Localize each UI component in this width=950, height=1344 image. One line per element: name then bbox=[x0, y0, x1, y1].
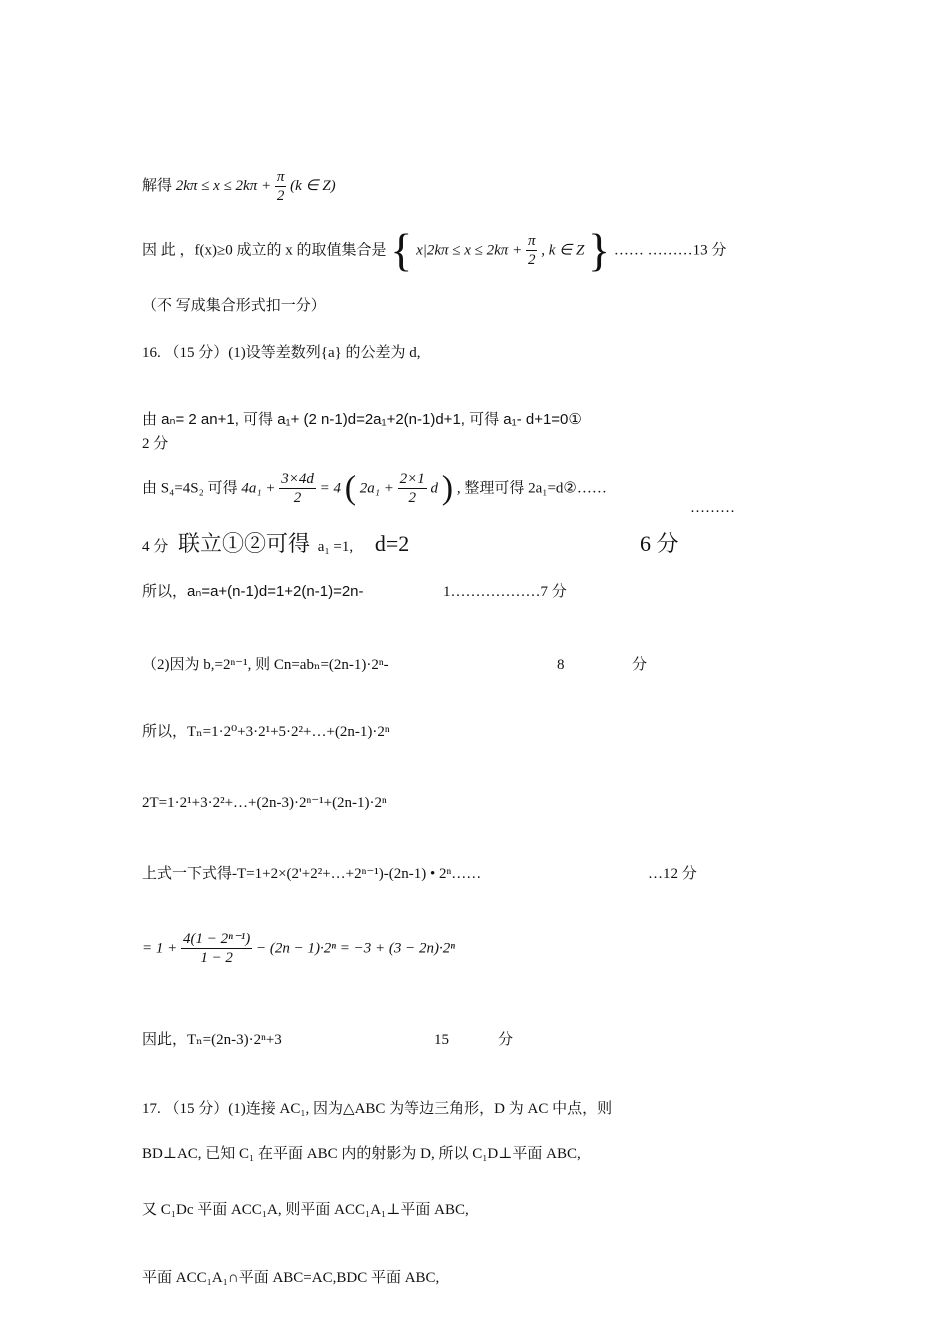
fraction-denominator: 2 bbox=[527, 252, 536, 268]
combined-text: 联立①②可得 bbox=[178, 531, 311, 556]
subtract-line: 上式一下式得-T=1+2×(2'+2²+…+2ⁿ⁻¹)-(2n-1) • 2ⁿ…… bbox=[142, 866, 482, 882]
combined-a1: a₁ =1, bbox=[317, 539, 354, 555]
result-score-unit: 分 bbox=[498, 1032, 514, 1048]
q17-heading: 17. （15 分）(1)连接 AC₁, 因为△ABC 为等边三角形，D 为 AC 中点，则 bbox=[142, 1101, 613, 1117]
combined-score-prefix: 4 分 bbox=[142, 539, 169, 555]
fraction-numerator: 4(1 − 2ⁿ⁻¹) bbox=[183, 931, 251, 947]
eq2-term-b: 2a₁ + bbox=[359, 480, 394, 497]
two-tn-line: 2T=1·2¹+3·2²+…+(2n-3)·2ⁿ⁻¹+(2n-1)·2ⁿ bbox=[142, 795, 387, 811]
right-brace: } bbox=[588, 224, 611, 276]
q17-line-4: 平面 ACC₁A₁∩平面 ABC=AC,BDC 平面 ABC, bbox=[142, 1270, 440, 1286]
eq2-fraction-2 bbox=[398, 470, 427, 507]
fraction-numerator: π bbox=[527, 233, 536, 249]
pi-over-2-fraction bbox=[275, 168, 287, 205]
fraction-denominator: 2 bbox=[276, 188, 285, 204]
eq2-prefix: 由 S₄=4S₂ 可得 bbox=[142, 480, 238, 497]
eq2-suffix: , 整理可得 2a₁=d②…… bbox=[456, 480, 607, 497]
fraction-numerator: 3×4d bbox=[281, 471, 314, 487]
q16-eq1-score: 2 分 bbox=[142, 436, 169, 452]
k-in-z: (k ∈ Z) bbox=[290, 177, 336, 194]
subtract-score: …12 分 bbox=[648, 866, 697, 882]
sum-fraction bbox=[181, 930, 252, 967]
solve-line bbox=[142, 168, 336, 205]
fraction-denominator: 2 bbox=[408, 490, 416, 506]
right-paren: ) bbox=[441, 469, 454, 507]
combined-score bbox=[640, 531, 679, 557]
combined-line bbox=[142, 531, 410, 557]
fraction-numerator: 2×1 bbox=[399, 471, 425, 487]
q16-eq1: 由 aₙ= 2 an+1, 可得 a₁+ (2 n-1)d=2a₁+2(n-1)d+1, 可得 a₁- d+1=0① bbox=[142, 411, 582, 428]
q16-heading: 16. （15 分）(1)设等差数列{a} 的公差为 d, bbox=[142, 345, 421, 361]
fraction-denominator: 1 − 2 bbox=[200, 950, 233, 966]
left-paren: ( bbox=[344, 469, 357, 507]
result-score-num: 15 bbox=[434, 1032, 449, 1048]
set-prefix: 因 此 ，f(x)≥0 成立的 x 的取值集合是 bbox=[142, 242, 387, 259]
left-brace: { bbox=[390, 224, 413, 276]
set-line bbox=[142, 224, 727, 276]
frac-prefix: = 1 + bbox=[142, 940, 178, 957]
set-pi-over-2-fraction bbox=[526, 232, 538, 269]
eq2-equals: = 4 bbox=[319, 480, 341, 497]
result-line: 因此，Tₙ=(2n-3)·2ⁿ+3 bbox=[142, 1032, 282, 1048]
tn-line: 所以，Tₙ=1·2⁰+3·2¹+5·2²+…+(2n-1)·2ⁿ bbox=[142, 724, 390, 740]
solve-inequality: 2kπ ≤ x ≤ 2kπ + bbox=[175, 177, 272, 194]
set-tail: , k ∈ Z bbox=[541, 242, 585, 259]
fraction-denominator: 2 bbox=[293, 490, 302, 506]
eq2-fraction-1 bbox=[279, 470, 316, 507]
eq2-dots: ……… bbox=[690, 500, 735, 516]
set-content: x|2kπ ≤ x ≤ 2kπ + bbox=[416, 242, 523, 259]
q17-line-3: 又 C₁Dc 平面 ACC₁A, 则平面 ACC₁A₁⊥平面 ABC, bbox=[142, 1202, 469, 1218]
fraction-line bbox=[142, 930, 455, 967]
part2-score-unit: 分 bbox=[632, 657, 648, 673]
q17-line-2: BD⊥AC, 已知 C₁ 在平面 ABC 内的射影为 D, 所以 C₁D⊥平面 ABC, bbox=[142, 1146, 581, 1162]
eq2-term-a: 4a₁ + bbox=[241, 480, 276, 497]
part2-score-num: 8 bbox=[557, 657, 565, 673]
part2-line: （2)因为 b,=2ⁿ⁻¹, 则 Cn=abₙ=(2n-1)·2ⁿ- bbox=[142, 657, 389, 673]
q16-eq2 bbox=[142, 470, 607, 507]
fraction-numerator: π bbox=[276, 169, 285, 185]
note-line: （不 写成集合形式扣一分） bbox=[142, 298, 326, 314]
eq2-d: d bbox=[430, 480, 438, 497]
combined-score-text: 6 分 bbox=[640, 531, 679, 556]
an-score: 1………………7 分 bbox=[443, 584, 567, 600]
combined-d: d=2 bbox=[374, 531, 410, 556]
solve-prefix: 解得 bbox=[142, 177, 173, 194]
frac-suffix: − (2n − 1)·2ⁿ = −3 + (3 − 2n)·2ⁿ bbox=[256, 940, 455, 957]
set-score: …… ………13 分 bbox=[613, 242, 727, 259]
an-line: 所以，aₙ=a+(n-1)d=1+2(n-1)=2n- bbox=[142, 583, 364, 600]
